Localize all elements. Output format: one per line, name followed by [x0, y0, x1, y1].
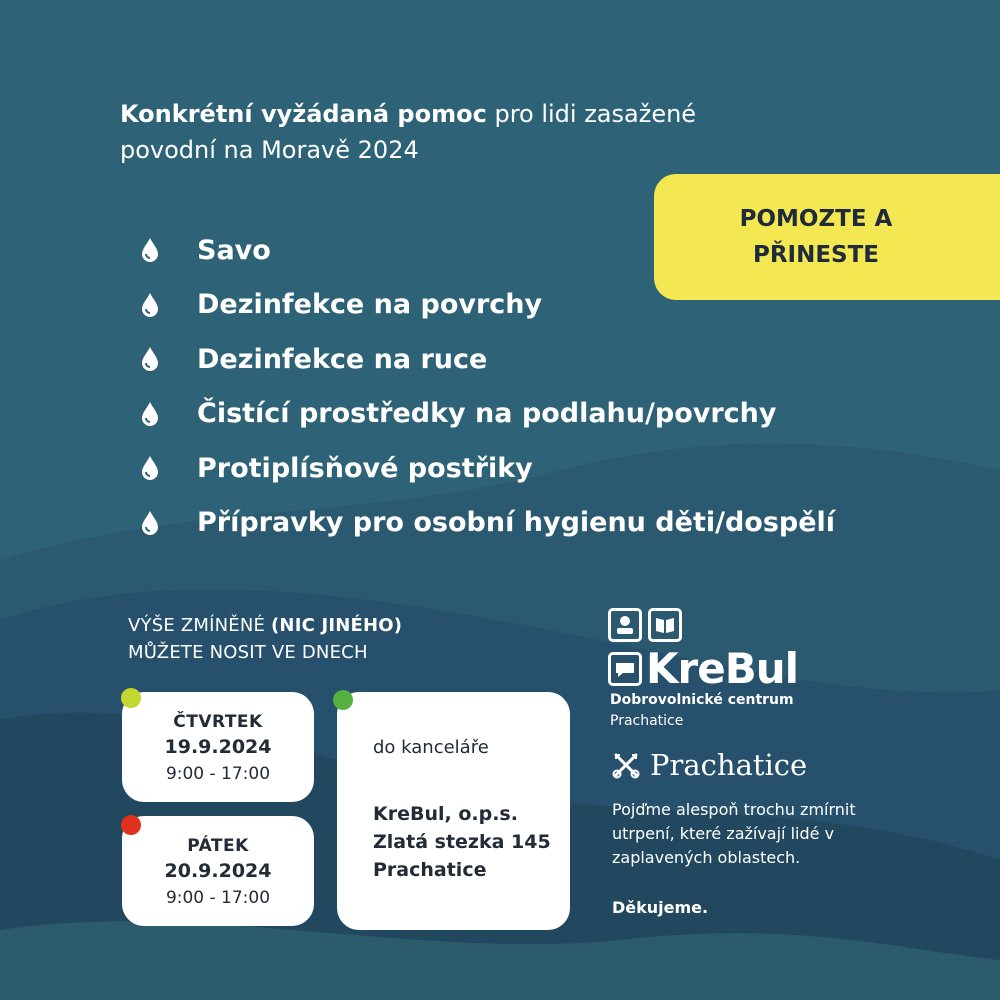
day-time: 9:00 - 17:00: [165, 888, 271, 908]
item-label: Dezinfekce na povrchy: [197, 289, 543, 321]
address-line2: Zlatá stezka 145: [373, 831, 551, 853]
thanks-text: Děkujeme.: [612, 898, 709, 917]
needed-items-list: [140, 223, 835, 550]
org-location: Prachatice: [610, 713, 684, 729]
list-item: [140, 496, 835, 551]
item-label: Protiplísňové postřiky: [197, 452, 533, 484]
address-line3: Prachatice: [373, 859, 487, 881]
droplet-icon: [140, 292, 160, 318]
item-label: Savo: [197, 234, 271, 266]
day-time: 9:00 - 17:00: [165, 764, 271, 784]
list-item: [140, 332, 835, 387]
chat-bubble-icon: [608, 652, 642, 686]
item-label: Čistící prostředky na podlahu/povrchy: [197, 398, 777, 430]
note-bold: (NIC JINÉHO): [271, 615, 403, 636]
address-line1: KreBul, o.p.s.: [373, 803, 518, 825]
day-date: 19.9.2024: [164, 736, 272, 758]
dot-green-decoration: [333, 690, 353, 710]
crossed-keys-icon: [612, 751, 640, 779]
org-subtitle: Dobrovolnické centrum: [610, 692, 794, 708]
list-item: [140, 278, 835, 333]
day-card-thursday: [122, 692, 314, 802]
droplet-icon: [140, 237, 160, 263]
item-label: Přípravky pro osobní hygienu děti/dospělí: [197, 507, 836, 539]
day-date: 20.9.2024: [164, 860, 272, 882]
list-item: [140, 441, 835, 496]
person-icon: [608, 608, 642, 642]
address-card: [337, 692, 570, 930]
city-logo: [612, 748, 807, 782]
list-item: [140, 223, 835, 278]
list-item: [140, 387, 835, 442]
item-label: Dezinfekce na ruce: [197, 343, 488, 375]
intro-line2: povodní na Moravě 2024: [120, 136, 419, 164]
day-name: ČTVRTEK: [173, 712, 263, 732]
droplet-icon: [140, 510, 160, 536]
day-card-friday: [122, 816, 314, 926]
droplet-icon: [140, 455, 160, 481]
message-text: Pojďme alespoň trochu zmírnit utrpení, které zažívají lidé v zaplavených oblastech.: [612, 800, 856, 867]
intro-rest: pro lidi zasažené: [486, 100, 697, 128]
dot-red-decoration: [121, 815, 141, 835]
badge-line2: PŘINESTE: [752, 242, 880, 268]
city-name: Prachatice: [650, 748, 808, 782]
badge-line1: POMOZTE A: [739, 206, 893, 232]
book-icon: [648, 608, 682, 642]
intro-heading: [120, 96, 760, 168]
droplet-icon: [140, 346, 160, 372]
delivery-note: [128, 612, 488, 666]
dot-lime-decoration: [121, 688, 141, 708]
address-lead: do kanceláře: [373, 737, 489, 758]
droplet-icon: [140, 401, 160, 427]
logo-name: KreBul: [646, 644, 799, 693]
intro-bold: Konkrétní vyžádaná pomoc: [120, 100, 487, 128]
note-part1: VÝŠE ZMÍNĚNÉ: [128, 615, 271, 636]
note-line2: MŮŽETE NOSIT VE DNECH: [128, 642, 368, 663]
day-name: PÁTEK: [187, 836, 249, 856]
krebul-logo: [608, 608, 799, 693]
